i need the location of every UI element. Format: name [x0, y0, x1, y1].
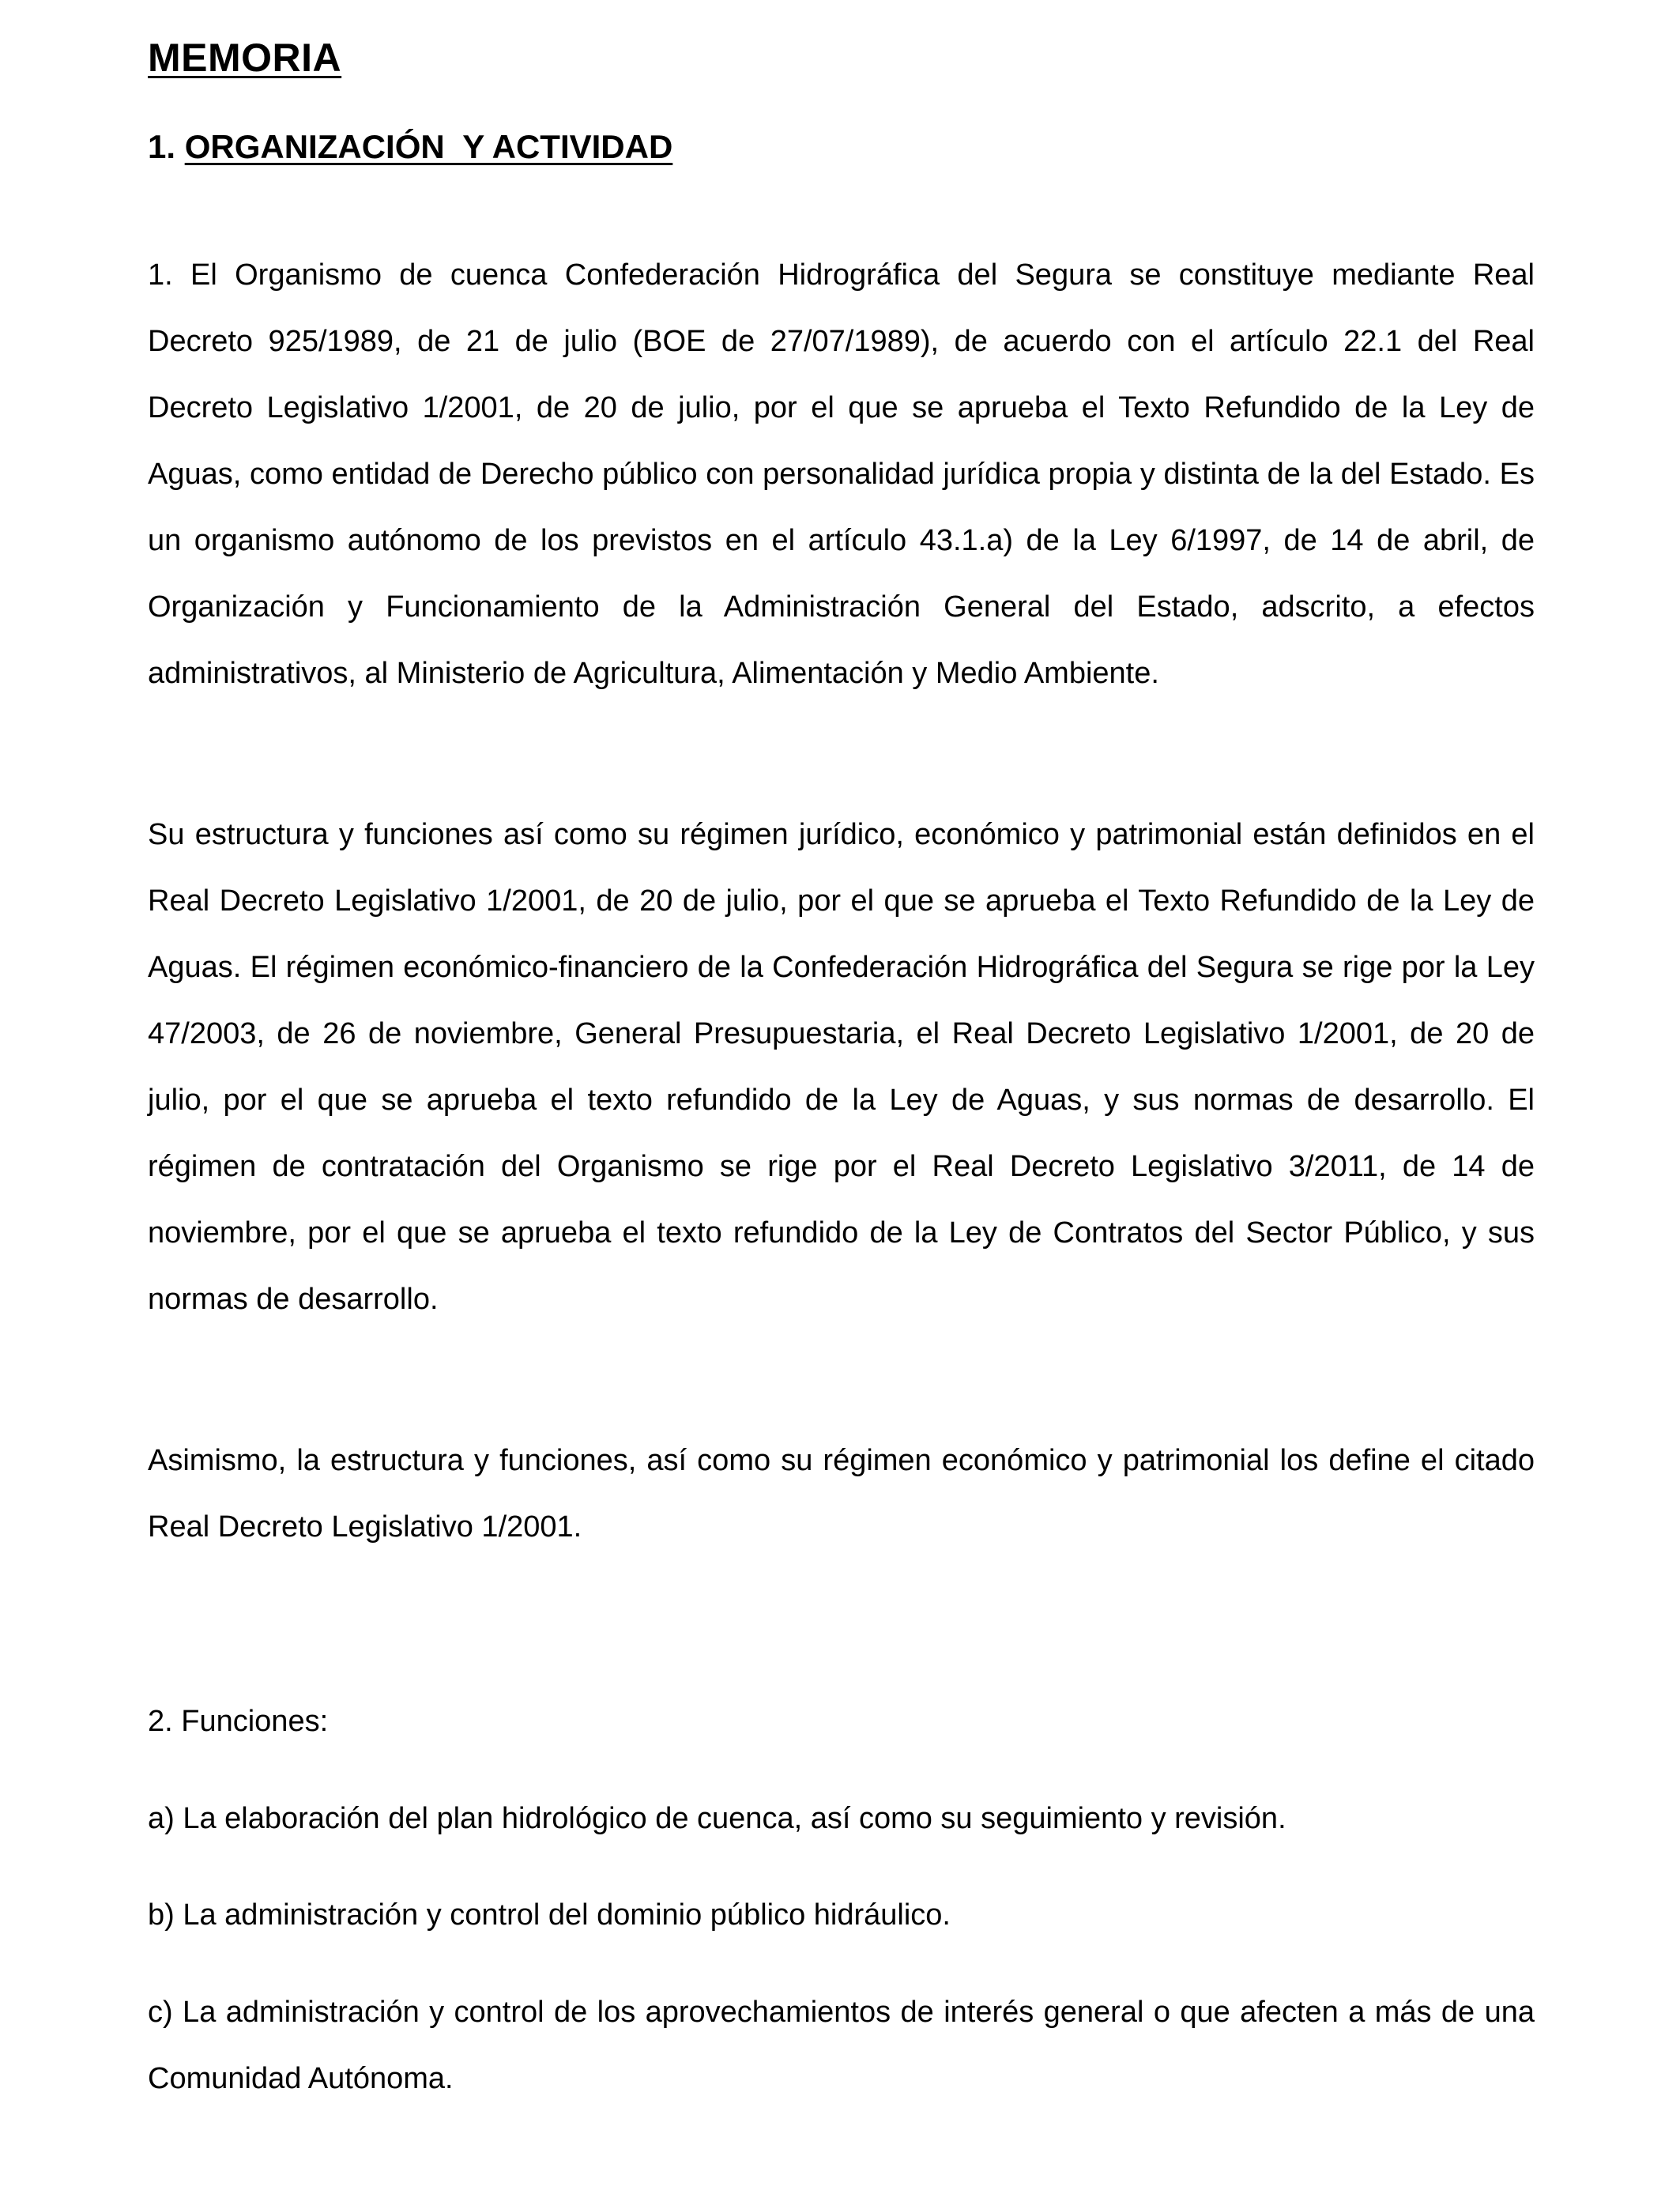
paragraph-structure: Asimismo, la estructura y funciones, así como su régimen económico y patrimonial los define el citado Real Decreto Legislativo 1/2001. [148, 1444, 1535, 1544]
function-item-a: a) La elaboración del plan hidrológico de cuenca, así como su seguimiento y revisión. [148, 1802, 1286, 1835]
document-title: MEMORIA [148, 36, 342, 80]
function-item-b: b) La administración y control del dominio público hidráulico. [148, 1898, 951, 1932]
paragraph-constitution: 1. El Organismo de cuenca Confederación Hidrográfica del Segura se constituye mediante Real Decreto 925/1989, de 21 de julio (BOE de 27/07/1989), de acuerdo con el artículo 22.1 del Real Decreto Legislativo 1/2001, de 20 de julio, por el que se aprueba el Texto Refundido de la Ley de Aguas, como entidad de Derecho público con personalidad jurídica propia y distinta de la del Estado. Es un organismo autónomo de los previstos en el artículo 43.1.a) de la Ley 6/1997, de 14 de abril, de Organización y Funcionamiento de la Administración General del Estado, adscrito, a efectos administrativos, al Ministerio de Agricultura, Alimentación y Medio Ambiente. [148, 258, 1535, 690]
section-title: ORGANIZACIÓN Y ACTIVIDAD [184, 128, 673, 165]
section-heading [148, 128, 672, 166]
section-number: 1. [148, 128, 176, 165]
functions-heading: 2. Funciones: [148, 1705, 329, 1738]
paragraph-legal-regime: Su estructura y funciones así como su régimen jurídico, económico y patrimonial están definidos en el Real Decreto Legislativo 1/2001, de 20 de julio, por el que se aprueba el Texto Refundido de la Ley de Aguas. El régimen económico-financiero de la Confederación Hidrográfica del Segura se rige por la Ley 47/2003, de 26 de noviembre, General Presupuestaria, el Real Decreto Legislativo 1/2001, de 20 de julio, por el que se aprueba el texto refundido de la Ley de Aguas, y sus normas de desarrollo. El régimen de contratación del Organismo se rige por el Real Decreto Legislativo 3/2011, de 14 de noviembre, por el que se aprueba el texto refundido de la Ley de Contratos del Sector Público, y sus normas de desarrollo. [148, 818, 1535, 1316]
function-item-c: c) La administración y control de los aprovechamientos de interés general o que afecten a más de una Comunidad Autónoma. [148, 1996, 1535, 2095]
